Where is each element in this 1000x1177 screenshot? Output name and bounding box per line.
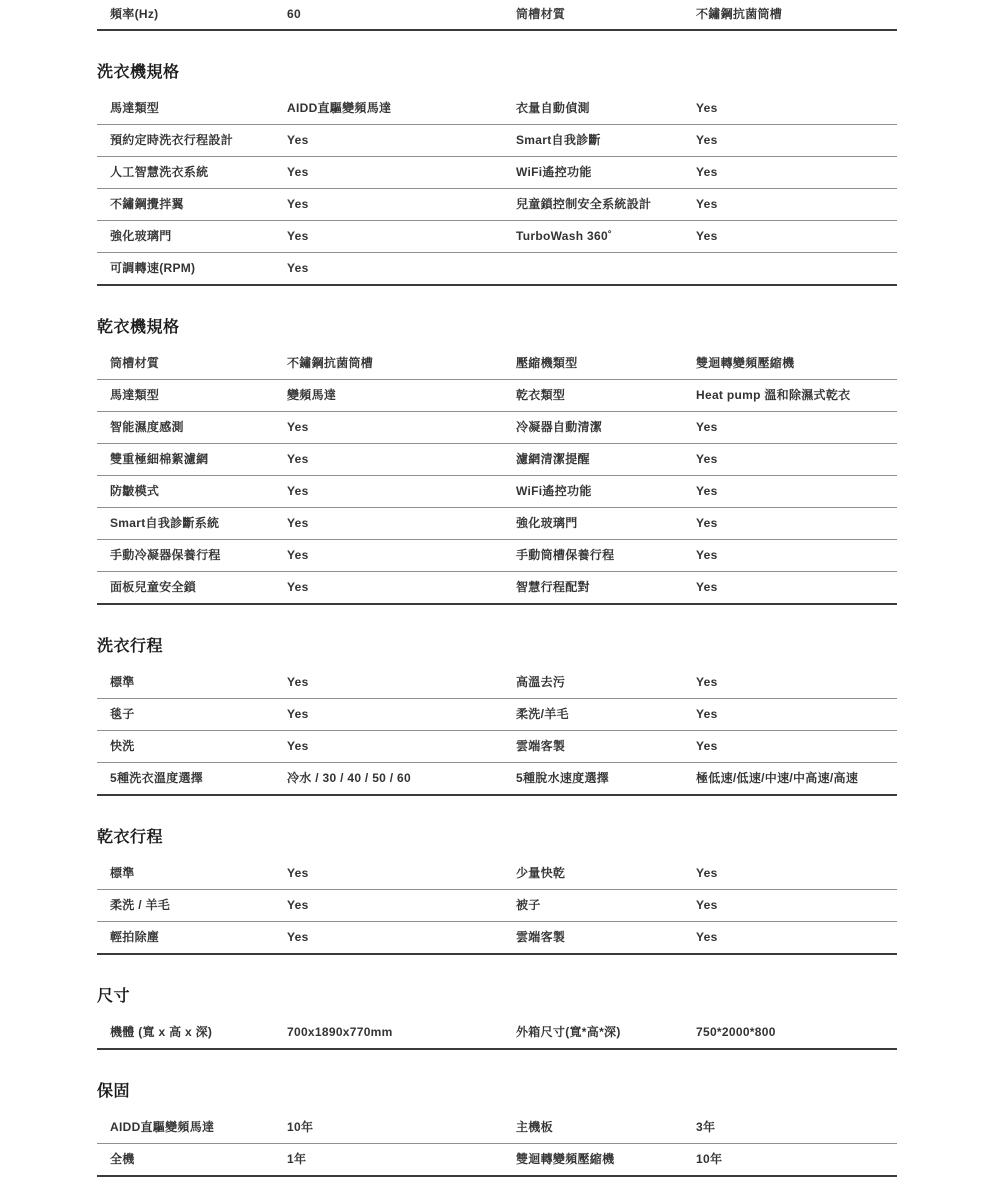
spec-value: Yes xyxy=(696,133,718,147)
spec-row xyxy=(97,699,897,731)
spec-value: 不鏽鋼抗菌筒槽 xyxy=(287,356,374,370)
spec-row xyxy=(97,0,897,31)
spec-row xyxy=(97,572,897,605)
spec-table xyxy=(97,667,897,796)
spec-section xyxy=(97,0,897,31)
spec-label: 全機 xyxy=(110,1152,135,1166)
spec-value: Heat pump 溫和除濕式乾衣 xyxy=(696,388,851,402)
spec-value: Yes xyxy=(696,675,718,689)
spec-row xyxy=(97,508,897,540)
spec-row xyxy=(97,731,897,763)
spec-label: Smart自我診斷 xyxy=(516,133,601,147)
spec-label: 柔洗 / 羊毛 xyxy=(110,898,171,912)
spec-value: 10年 xyxy=(696,1152,723,1166)
spec-label: WiFi遙控功能 xyxy=(516,484,592,498)
spec-label: 雲端客製 xyxy=(516,739,566,753)
spec-table xyxy=(97,348,897,605)
spec-value: 冷水 / 30 / 40 / 50 / 60 xyxy=(287,771,411,785)
spec-value: Yes xyxy=(696,739,718,753)
spec-table xyxy=(97,1112,897,1177)
spec-label: 外箱尺寸(寬*高*深) xyxy=(516,1025,621,1039)
spec-value: 雙迴轉變頻壓縮機 xyxy=(696,356,795,370)
spec-label: WiFi遙控功能 xyxy=(516,165,592,179)
spec-label: 馬達類型 xyxy=(110,101,160,115)
spec-row xyxy=(97,1112,897,1144)
spec-label: 毯子 xyxy=(110,707,135,721)
spec-value: 不鏽鋼抗菌筒槽 xyxy=(696,7,783,21)
spec-label: 雙迴轉變頻壓縮機 xyxy=(516,1152,615,1166)
spec-value: Yes xyxy=(287,484,309,498)
spec-value: Yes xyxy=(287,930,309,944)
spec-row xyxy=(97,157,897,189)
spec-value: Yes xyxy=(696,866,718,880)
spec-label: 冷凝器自動清潔 xyxy=(516,420,603,434)
spec-row xyxy=(97,189,897,221)
spec-value: 700x1890x770mm xyxy=(287,1025,393,1039)
spec-label: 濾網清潔提醒 xyxy=(516,452,590,466)
spec-value: Yes xyxy=(696,707,718,721)
spec-row xyxy=(97,93,897,125)
spec-value: Yes xyxy=(696,484,718,498)
spec-label: 筒槽材質 xyxy=(516,7,566,21)
spec-label: 主機板 xyxy=(516,1120,553,1134)
spec-table xyxy=(97,93,897,286)
spec-row xyxy=(97,380,897,412)
spec-label: 頻率(Hz) xyxy=(110,7,159,21)
spec-value: 750*2000*800 xyxy=(696,1025,776,1039)
spec-label: 可調轉速(RPM) xyxy=(110,261,196,275)
spec-label: Smart自我診斷系統 xyxy=(110,516,220,530)
spec-table xyxy=(97,858,897,955)
spec-row xyxy=(97,1144,897,1177)
spec-row xyxy=(97,858,897,890)
spec-value: 3年 xyxy=(696,1120,716,1134)
spec-row xyxy=(97,444,897,476)
spec-value: 10年 xyxy=(287,1120,314,1134)
spec-row xyxy=(97,1017,897,1050)
spec-label: 手動筒槽保養行程 xyxy=(516,548,615,562)
spec-section xyxy=(97,63,897,286)
spec-value: 60 xyxy=(287,7,301,21)
spec-label: AIDD直驅變頻馬達 xyxy=(110,1120,215,1134)
spec-value: Yes xyxy=(696,516,718,530)
spec-value: Yes xyxy=(696,930,718,944)
spec-value: Yes xyxy=(696,580,718,594)
spec-value: Yes xyxy=(287,165,309,179)
spec-label: 標準 xyxy=(110,675,135,689)
spec-value: Yes xyxy=(696,420,718,434)
spec-label: 手動冷凝器保養行程 xyxy=(110,548,221,562)
spec-value: 變頻馬達 xyxy=(287,388,337,402)
section-title: 洗衣機規格 xyxy=(97,64,180,81)
spec-section xyxy=(97,637,897,796)
spec-label: 少量快乾 xyxy=(516,866,566,880)
spec-value: Yes xyxy=(287,739,309,753)
spec-value: AIDD直驅變頻馬達 xyxy=(287,101,392,115)
spec-row xyxy=(97,540,897,572)
section-title: 乾衣行程 xyxy=(97,829,164,846)
spec-label: 乾衣類型 xyxy=(516,388,566,402)
spec-label: 不鏽鋼攪拌翼 xyxy=(110,197,184,211)
spec-section xyxy=(97,318,897,605)
spec-label: 面板兒童安全鎖 xyxy=(110,580,197,594)
spec-row xyxy=(97,125,897,157)
spec-value: Yes xyxy=(287,516,309,530)
spec-label: 被子 xyxy=(516,898,541,912)
spec-row xyxy=(97,253,897,286)
spec-label: 防皺模式 xyxy=(110,484,160,498)
spec-value: 極低速/低速/中速/中高速/高速 xyxy=(696,771,859,785)
spec-label: 壓縮機類型 xyxy=(516,356,578,370)
spec-row xyxy=(97,348,897,380)
spec-value: 1年 xyxy=(287,1152,307,1166)
spec-label: 雙重極細棉絮濾網 xyxy=(110,452,209,466)
spec-label: 強化玻璃門 xyxy=(516,516,578,530)
spec-value: Yes xyxy=(287,229,309,243)
spec-value: Yes xyxy=(696,101,718,115)
spec-value: Yes xyxy=(696,548,718,562)
spec-value: Yes xyxy=(287,197,309,211)
spec-value: Yes xyxy=(287,452,309,466)
spec-row xyxy=(97,763,897,796)
spec-row xyxy=(97,476,897,508)
spec-label: TurboWash 360˚ xyxy=(516,229,613,243)
spec-value: Yes xyxy=(696,452,718,466)
spec-section xyxy=(97,828,897,955)
spec-label: 輕拍除塵 xyxy=(110,930,160,944)
spec-page xyxy=(97,0,897,1177)
spec-label: 快洗 xyxy=(110,739,135,753)
section-title: 乾衣機規格 xyxy=(97,319,180,336)
spec-value: Yes xyxy=(696,898,718,912)
spec-table xyxy=(97,1017,897,1050)
spec-table xyxy=(97,0,897,31)
spec-label: 兒童鎖控制安全系統設計 xyxy=(516,197,652,211)
spec-value: Yes xyxy=(696,229,718,243)
section-title: 保固 xyxy=(97,1083,131,1100)
spec-label: 預約定時洗衣行程設計 xyxy=(110,133,234,147)
spec-label: 機體 (寬 x 高 x 深) xyxy=(110,1025,213,1039)
spec-value: Yes xyxy=(696,165,718,179)
section-title: 洗衣行程 xyxy=(97,638,164,655)
spec-label: 衣量自動偵測 xyxy=(516,101,590,115)
spec-label: 人工智慧洗衣系統 xyxy=(110,165,209,179)
spec-label: 柔洗/羊毛 xyxy=(516,707,569,721)
spec-row xyxy=(97,221,897,253)
spec-value: Yes xyxy=(696,197,718,211)
spec-row xyxy=(97,667,897,699)
spec-value: Yes xyxy=(287,707,309,721)
spec-value: Yes xyxy=(287,261,309,275)
spec-value: Yes xyxy=(287,898,309,912)
spec-value: Yes xyxy=(287,420,309,434)
spec-row xyxy=(97,922,897,955)
spec-value: Yes xyxy=(287,133,309,147)
spec-label: 強化玻璃門 xyxy=(110,229,172,243)
spec-value: Yes xyxy=(287,548,309,562)
spec-label: 5種洗衣溫度選擇 xyxy=(110,771,204,785)
spec-label: 雲端客製 xyxy=(516,930,566,944)
spec-value: Yes xyxy=(287,675,309,689)
spec-label: 智慧行程配對 xyxy=(516,580,590,594)
spec-label: 高溫去污 xyxy=(516,675,566,689)
spec-value: Yes xyxy=(287,580,309,594)
spec-label: 智能濕度感測 xyxy=(110,420,184,434)
spec-row xyxy=(97,412,897,444)
spec-row xyxy=(97,890,897,922)
spec-label: 馬達類型 xyxy=(110,388,160,402)
spec-section xyxy=(97,987,897,1050)
spec-value: Yes xyxy=(287,866,309,880)
spec-label: 5種脫水速度選擇 xyxy=(516,771,610,785)
spec-label: 標準 xyxy=(110,866,135,880)
spec-section xyxy=(97,1082,897,1177)
spec-label: 筒槽材質 xyxy=(110,356,160,370)
section-title: 尺寸 xyxy=(97,988,131,1005)
